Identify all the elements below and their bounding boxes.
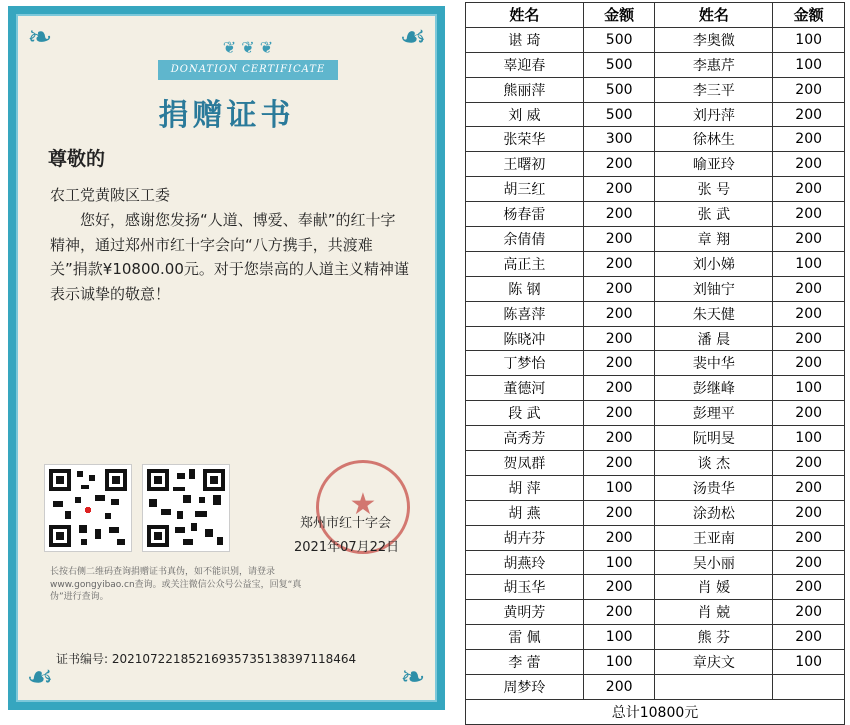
header-name: 姓名: [466, 3, 584, 28]
table-row: [466, 77, 845, 102]
donor-amount-cell: 200: [773, 625, 845, 650]
header-amount: 金额: [583, 3, 655, 28]
table-row: [466, 326, 845, 351]
donor-amount-cell: 300: [583, 127, 655, 152]
donation-certificate: [8, 6, 445, 710]
donor-amount-cell: 200: [773, 227, 845, 252]
donor-amount-cell: 200: [583, 500, 655, 525]
donor-amount-cell: 200: [583, 202, 655, 227]
donor-amount-cell: 200: [773, 401, 845, 426]
donor-name-cell: 肖 媛: [655, 575, 773, 600]
table-row: [466, 600, 845, 625]
donor-table: [465, 2, 845, 725]
table-row: [466, 401, 845, 426]
donor-amount-cell: 200: [773, 77, 845, 102]
table-row: [466, 426, 845, 451]
donor-name-cell: 朱天健: [655, 301, 773, 326]
donor-amount-cell: 200: [773, 202, 845, 227]
donor-amount-cell: [773, 675, 845, 700]
donor-amount-cell: 200: [583, 525, 655, 550]
donor-name-cell: 陈晓冲: [466, 326, 584, 351]
corner-ornament-icon: ❧: [400, 660, 426, 695]
donor-name-cell: 张 武: [655, 202, 773, 227]
donor-amount-cell: 200: [583, 376, 655, 401]
table-row: [466, 351, 845, 376]
table-row: [466, 625, 845, 650]
certificate-serial: 证书编号: 20210722185216935735138397118464: [56, 652, 357, 666]
donor-name-cell: 周梦玲: [466, 675, 584, 700]
table-row: [466, 102, 845, 127]
table-row: [466, 52, 845, 77]
verification-note: 长按右侧二维码查询捐赠证书真伪，如不能识别，请登录www.gongyibao.cn查询。或关注微信公众号公益宝，回复“真伪”进行查询。: [50, 567, 302, 602]
certificate-body: 您好，感谢您发扬“人道、博爱、奉献”的红十字精神，通过郑州市红十字会向“八方携手，共渡难关”捐款¥10800.00元。对于您崇高的人道主义精神谨表示诚挚的敬意！: [50, 211, 409, 303]
donor-name-cell: 张荣华: [466, 127, 584, 152]
table-row: [466, 500, 845, 525]
donor-name-cell: 吴小丽: [655, 550, 773, 575]
scroll-ornament-icon: ❦ ❦ ❦: [222, 38, 274, 57]
donor-amount-cell: 100: [583, 650, 655, 675]
donor-amount-cell: 200: [773, 575, 845, 600]
donor-amount-cell: 500: [583, 77, 655, 102]
issue-date: 2021年07月22日: [294, 540, 400, 555]
donor-amount-cell: 200: [583, 326, 655, 351]
donor-amount-cell: 200: [583, 251, 655, 276]
donor-name-cell: 汤贵华: [655, 475, 773, 500]
table-row: [466, 177, 845, 202]
donor-name-cell: 陈喜萍: [466, 301, 584, 326]
donor-amount-cell: 200: [773, 326, 845, 351]
donor-name-cell: 王亚南: [655, 525, 773, 550]
donor-amount-cell: 100: [773, 426, 845, 451]
donor-amount-cell: 200: [773, 525, 845, 550]
table-row: [466, 251, 845, 276]
donor-amount-cell: 200: [773, 475, 845, 500]
donor-amount-cell: 100: [773, 376, 845, 401]
donor-name-cell: 高正主: [466, 251, 584, 276]
donor-amount-cell: 100: [773, 650, 845, 675]
donor-amount-cell: 200: [773, 301, 845, 326]
certificate-title: 捐赠证书: [158, 98, 295, 133]
donor-name-cell: 李奥微: [655, 27, 773, 52]
qr-code-icon[interactable]: [44, 464, 132, 552]
donor-amount-cell: 200: [583, 600, 655, 625]
donor-name-cell: 余倩倩: [466, 227, 584, 252]
donor-amount-cell: 200: [583, 575, 655, 600]
table-row: [466, 127, 845, 152]
donor-amount-cell: 100: [583, 625, 655, 650]
table-row: [466, 550, 845, 575]
donor-name-cell: 胡 燕: [466, 500, 584, 525]
header-name: 姓名: [655, 3, 773, 28]
donor-amount-cell: 200: [773, 351, 845, 376]
donor-name-cell: 谈 杰: [655, 451, 773, 476]
donor-name-cell: 胡卉芬: [466, 525, 584, 550]
donor-name-cell: [655, 675, 773, 700]
donor-name-cell: 董德河: [466, 376, 584, 401]
table-row: [466, 575, 845, 600]
donor-name-cell: 李惠芹: [655, 52, 773, 77]
table-row: [466, 376, 845, 401]
donor-name-cell: 李 蕾: [466, 650, 584, 675]
donor-name-cell: 胡 萍: [466, 475, 584, 500]
table-row: [466, 152, 845, 177]
donor-name-cell: 潘 晨: [655, 326, 773, 351]
donor-amount-cell: 500: [583, 52, 655, 77]
table-row: [466, 475, 845, 500]
donor-amount-cell: 200: [773, 102, 845, 127]
donor-name-cell: 丁梦怡: [466, 351, 584, 376]
donor-name-cell: 张 号: [655, 177, 773, 202]
donor-name-cell: 刘小娣: [655, 251, 773, 276]
donor-amount-cell: 200: [583, 276, 655, 301]
donor-name-cell: 涂劲松: [655, 500, 773, 525]
donor-name-cell: 李三平: [655, 77, 773, 102]
seal-star-icon: ★: [349, 487, 377, 522]
corner-ornament-icon: ☙: [26, 660, 54, 695]
issuer-name: 郑州市红十字会: [300, 516, 392, 531]
corner-ornament-icon: ❧: [27, 20, 53, 55]
donor-name-cell: 胡三红: [466, 177, 584, 202]
donor-name-cell: 王曙初: [466, 152, 584, 177]
donor-amount-cell: 200: [773, 500, 845, 525]
certificate-panel: [16, 14, 437, 702]
donor-amount-cell: 200: [773, 276, 845, 301]
donor-name-cell: 胡玉华: [466, 575, 584, 600]
donor-amount-cell: 500: [583, 102, 655, 127]
donor-name-cell: 段 武: [466, 401, 584, 426]
donor-amount-cell: 200: [773, 600, 845, 625]
donor-name-cell: 章庆文: [655, 650, 773, 675]
donor-amount-cell: 200: [583, 426, 655, 451]
donor-name-cell: 阮明旻: [655, 426, 773, 451]
donor-amount-cell: 100: [583, 550, 655, 575]
donor-name-cell: 杨春雷: [466, 202, 584, 227]
table-header-row: [466, 3, 845, 28]
donor-amount-cell: 200: [583, 351, 655, 376]
total-row: [466, 699, 845, 724]
donor-name-cell: 肖 兢: [655, 600, 773, 625]
table-row: [466, 27, 845, 52]
table-row: [466, 276, 845, 301]
donor-name-cell: 雷 佩: [466, 625, 584, 650]
donor-amount-cell: 200: [583, 227, 655, 252]
donor-name-cell: 刘铀宁: [655, 276, 773, 301]
donor-amount-cell: 200: [583, 152, 655, 177]
table-row: [466, 202, 845, 227]
table-row: [466, 301, 845, 326]
donor-amount-cell: 200: [583, 675, 655, 700]
donor-name-cell: 熊 芬: [655, 625, 773, 650]
donor-amount-cell: 200: [773, 451, 845, 476]
table-row: [466, 675, 845, 700]
donor-name-cell: 喻亚玲: [655, 152, 773, 177]
donor-name-cell: 谌 琦: [466, 27, 584, 52]
donor-name-cell: 章 翔: [655, 227, 773, 252]
donor-name-cell: 彭继峰: [655, 376, 773, 401]
donor-amount-cell: 200: [773, 152, 845, 177]
total-amount: 总计10800元: [466, 699, 845, 724]
donor-name-cell: 黄明芳: [466, 600, 584, 625]
donor-amount-cell: 500: [583, 27, 655, 52]
header-amount: 金额: [773, 3, 845, 28]
donor-name-cell: 彭理平: [655, 401, 773, 426]
donor-amount-cell: 100: [773, 251, 845, 276]
certificate-banner: DONATION CERTIFICATE: [158, 60, 338, 80]
donor-name-cell: 刘 威: [466, 102, 584, 127]
donor-amount-cell: 200: [583, 301, 655, 326]
donor-amount-cell: 100: [773, 27, 845, 52]
donor-amount-cell: 200: [773, 550, 845, 575]
table-row: [466, 650, 845, 675]
donor-table-body: [466, 27, 845, 699]
donor-amount-cell: 100: [583, 475, 655, 500]
donor-amount-cell: 200: [773, 127, 845, 152]
table-row: [466, 227, 845, 252]
donor-name-cell: 陈 钢: [466, 276, 584, 301]
corner-ornament-icon: ☙: [399, 20, 427, 55]
donor-name-cell: 贺凤群: [466, 451, 584, 476]
donor-amount-cell: 200: [773, 177, 845, 202]
qr-code-icon[interactable]: [142, 464, 230, 552]
table-row: [466, 451, 845, 476]
donor-name-cell: 熊丽萍: [466, 77, 584, 102]
donor-amount-cell: 100: [773, 52, 845, 77]
donor-name-cell: 裴中华: [655, 351, 773, 376]
donor-name-cell: 高秀芳: [466, 426, 584, 451]
table-row: [466, 525, 845, 550]
donor-amount-cell: 200: [583, 177, 655, 202]
donor-amount-cell: 200: [583, 451, 655, 476]
donor-name-cell: 徐林生: [655, 127, 773, 152]
donor-name-cell: 辜迎春: [466, 52, 584, 77]
recipient: 农工党黄陂区工委: [50, 186, 171, 204]
donor-name-cell: 胡燕玲: [466, 550, 584, 575]
donor-amount-cell: 200: [583, 401, 655, 426]
donor-name-cell: 刘丹萍: [655, 102, 773, 127]
salutation: 尊敬的: [48, 148, 106, 170]
